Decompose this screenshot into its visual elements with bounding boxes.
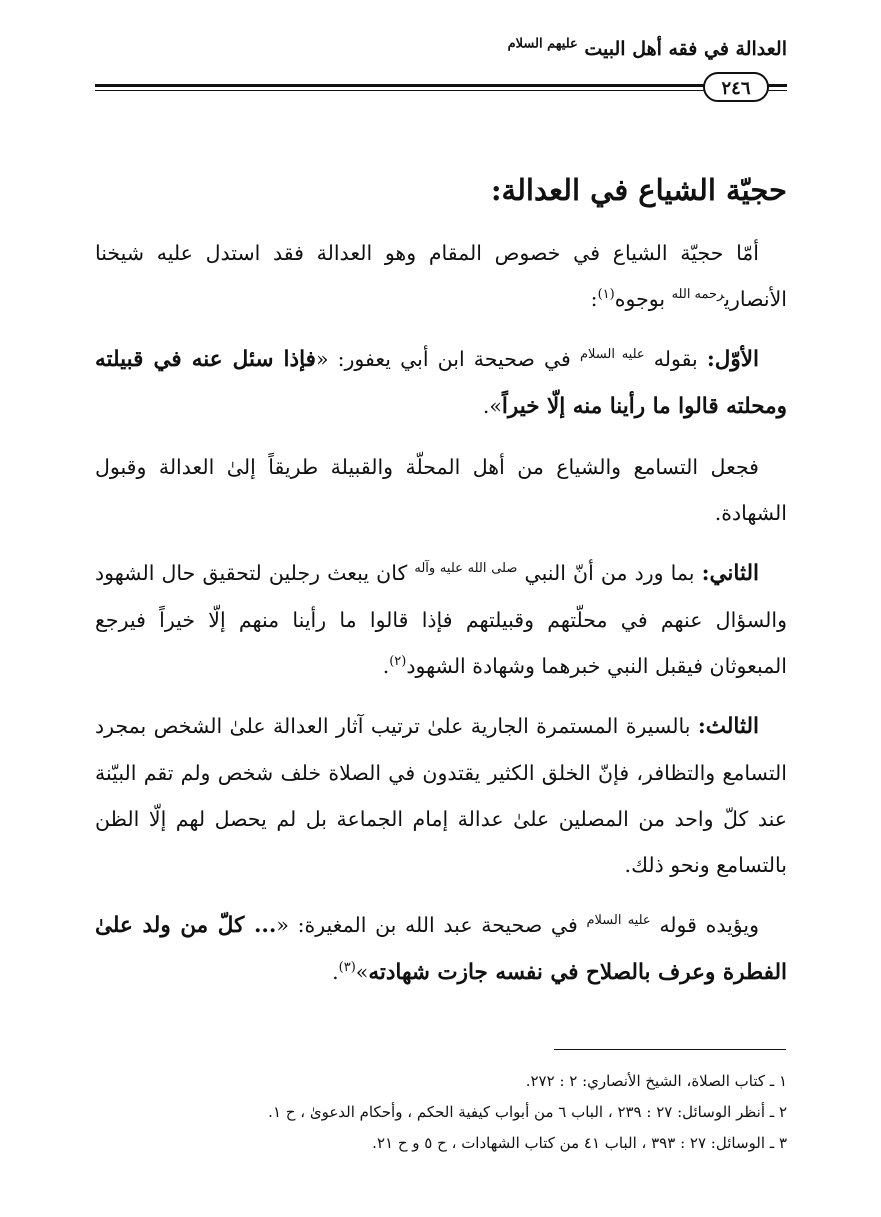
p6-text2: في صحيحة عبد الله بن المغيرة: «: [276, 913, 578, 937]
footnote-ref-2[interactable]: (٢): [389, 654, 407, 670]
p4-text: بما ورد من أنّ النبي: [524, 561, 695, 585]
paragraph-support: [95, 902, 787, 996]
footnote-3: ٣ ـ الوسائل: ٢٧ : ٣٩٣ ، الباب ٤١ من كتاب الشهادات ، ح ٥ و ح ٢١.: [372, 1134, 787, 1152]
p4-text2: كان يبعث رجلين لتحقيق حال الشهود والسؤال عنهم في محلّتهم وقبيلتهم فإذا قالوا ما رأينا منهم إلّا خيراً فيرجع المبعوثان فيقبل النبي خبرهما وشهادة الشهود: [95, 561, 787, 678]
header-rule-thick: [95, 84, 787, 87]
p6-honorific: عليه السلام: [586, 913, 651, 929]
running-title: [508, 38, 787, 60]
p1-tail: بوجوه: [614, 287, 666, 311]
page-body: [95, 168, 787, 1010]
p6-text: ويؤيده قوله: [659, 913, 759, 937]
p5-lead: الثالث:: [697, 714, 759, 739]
p1-text: أمّا حجيّة الشياع في خصوص المقام وهو العدالة فقد استدل عليه شيخنا الأنصاري: [95, 241, 787, 311]
footnote-separator: [554, 1049, 786, 1050]
p2-quote: فإذا سئل عنه في قبيلته ومحلته قالوا ما رأينا منه إلّا خيراً: [95, 347, 787, 419]
section-heading: حجيّة الشياع في العدالة:: [490, 173, 787, 207]
p2-text: بقوله: [653, 347, 698, 371]
p6-quote: ... كلّ من ولد علىٰ الفطرة وعرف بالصلاح في نفسه جازت شهادته: [95, 913, 787, 985]
p2-end: ».: [482, 394, 502, 418]
header-rule-thin: [95, 90, 787, 91]
paragraph-first: [95, 336, 787, 430]
paragraph-intro: [95, 230, 787, 322]
p5-text: بالسيرة المستمرة الجارية علىٰ ترتيب آثار العدالة علىٰ الشخص بمجرد التسامع والتظافر، فإنّ الخلق الكثير يقتدون في الصلاة خلف شخص ولم تقم البيّنة عند كلّ واحد من المصلين علىٰ عدالة إمام الجماعة بل لم يحصل لهم إلّا الظن بالتسامع ونحو ذلك.: [95, 714, 787, 877]
p1-end: :: [590, 287, 598, 311]
p1-honorific: رحمه الله: [671, 287, 725, 303]
p2-honorific: عليه السلام: [579, 347, 645, 363]
p6-end: »: [355, 960, 369, 984]
paragraph-third: [95, 703, 787, 888]
footnote-ref-3[interactable]: (٣): [338, 960, 356, 976]
p2-text2: في صحيحة ابن أبي يعفور: «: [315, 347, 571, 371]
page-header: [95, 38, 787, 98]
footnotes: [95, 1066, 787, 1159]
p4-lead: الثاني:: [701, 561, 759, 586]
p4-end: .: [382, 654, 390, 678]
p4-honorific: صلى الله عليه وآله: [414, 561, 518, 577]
footnote-2: ٢ ـ أنظر الوسائل: ٢٧ : ٢٣٩ ، الباب ٦ من أبواب كيفية الحكم ، وأحكام الدعوىٰ ، ح ١.: [268, 1103, 787, 1121]
page-number: ٢٤٦: [703, 72, 769, 102]
running-title-honorific: عليهم السلام: [507, 36, 578, 52]
footnote-ref-1[interactable]: (١): [597, 287, 615, 303]
paragraph-conclusion: فجعل التسامع والشياع من أهل المحلّة والقبيلة طريقاً إلىٰ العدالة وقبول الشهادة.: [95, 455, 787, 525]
footnote-1: ١ ـ كتاب الصلاة، الشيخ الأنصاري: ٢ : ٢٧٢.: [525, 1072, 787, 1090]
p2-lead: الأوّل:: [706, 347, 759, 372]
running-title-text: العدالة في فقه أهل البيت: [584, 38, 787, 60]
paragraph-second: [95, 550, 787, 689]
p6-final: .: [332, 960, 339, 984]
